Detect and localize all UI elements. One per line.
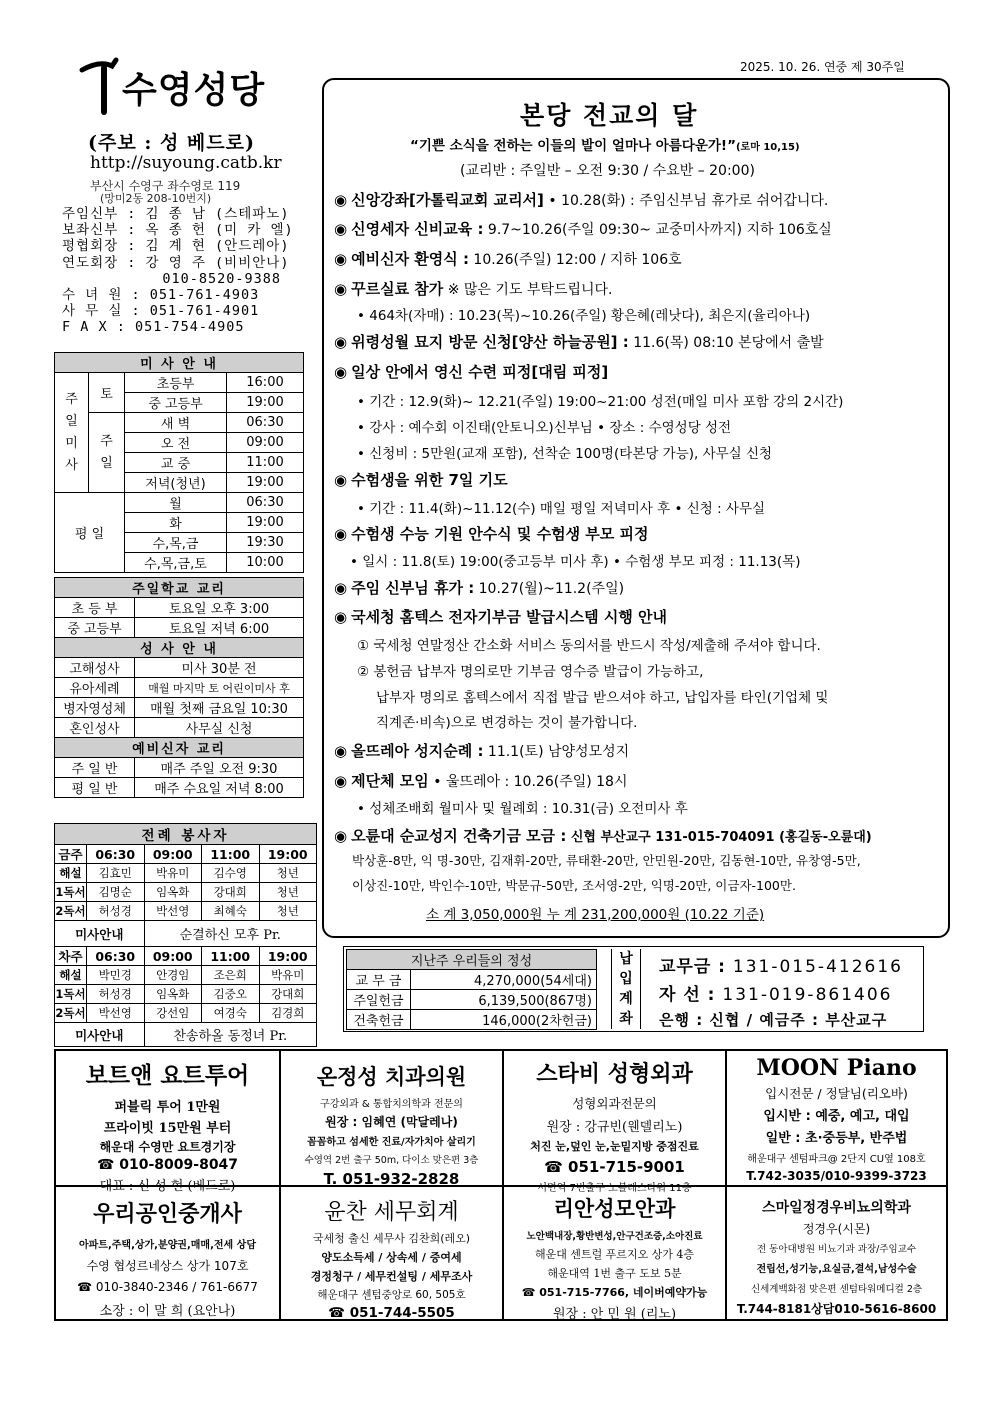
mass-time: 16:00 [227, 373, 304, 393]
role-label: 2독서 [55, 902, 87, 921]
liturgy-servers-table [54, 823, 317, 1047]
donation-kind: 건축헌금 [347, 1010, 411, 1030]
mass-name: 초등부 [125, 373, 227, 393]
sacrament-time: 매월 첫째 금요일 10:30 [135, 698, 304, 718]
server-name: 최혜숙 [202, 902, 260, 921]
notice-item: ◉ 올뜨레아 성지순례 : 11.1(토) 남양성모성지 [334, 742, 630, 760]
mass-name: 수,목,금 [125, 533, 227, 553]
group-detail: • 성체조배회 월미사 및 월례회 : 10.31(금) 오전미사 후 [357, 801, 688, 817]
weekday-label: 평 일 [55, 493, 125, 573]
mass-name: 오 전 [125, 433, 227, 453]
server-name: 강대희 [259, 985, 317, 1004]
server-name: 임옥화 [144, 985, 202, 1004]
server-name: 박선영 [144, 902, 202, 921]
ad-boat-yacht: 보트앤 요트투어 퍼블릭 투어 1만원 프라이빗 15만원 부터 해운대 수영만 요트경기장 ☎ 010-8009-8047 대표 : 신 성 현 (베드로) [85, 1062, 250, 1194]
server-name: 김중오 [202, 985, 260, 1004]
server-name: 허성경 [87, 902, 145, 921]
oryun-donors: 박상훈-8만, 익 명-30만, 김재휘-20만, 류태환-20만, 안민원-20만, 김동현-10만, 유창영-5만, [352, 853, 861, 868]
server-name: 박민경 [87, 966, 145, 985]
notice-item: ◉ 제단체 모임 • 울뜨레아 : 10.26(주일) 18시 [334, 772, 628, 790]
server-name: 허성경 [87, 985, 145, 1004]
sunday-label: 주 일 [89, 413, 125, 493]
main-quote [410, 134, 800, 154]
role-label: 해설 [55, 966, 87, 985]
staff-row: 사 무 실 : 051-761-4901 [62, 303, 260, 320]
sacrament-time: 매월 마지막 토 어린이미사 후 [135, 678, 304, 698]
role-label: 1독서 [55, 883, 87, 902]
week-label: 금주 [55, 845, 87, 864]
retreat-detail: • 신청비 : 5만원(교재 포함), 선착순 100명(타본당 가능), 사무실 신청 [357, 446, 773, 462]
bank-info: 은행 : 신협 / 예금주 : 부산교구 [659, 1011, 888, 1029]
donation-kind: 교 무 금 [347, 970, 411, 990]
server-name: 박유미 [144, 864, 202, 883]
notice-item: ◉ 주임 신부님 휴가 : 10.27(월)~11.2(주일) [334, 579, 625, 597]
server-name: 김경희 [259, 1004, 317, 1023]
tax-detail: 직계존·비속)으로 변경하는 것이 불가합니다. [376, 715, 638, 731]
tax-detail: 납부자 명의로 홈텍스에서 직접 발급 받으셔야 하고, 납입자를 타인(기업체 및 [376, 690, 829, 706]
mass-title: 미 사 안 내 [55, 353, 304, 373]
time-col: 19:00 [259, 947, 317, 966]
mass-time: 09:00 [227, 433, 304, 453]
staff-row: 수 녀 원 : 051-761-4903 [62, 287, 260, 304]
donation-amount: 146,000(2차헌금) [411, 1010, 597, 1030]
sacrament-name: 유아세례 [55, 678, 135, 698]
school-name: 초 등 부 [55, 598, 135, 618]
staff-row: 010-8520-9388 [62, 270, 282, 287]
tax-detail: ① 국세청 연말정산 간소화 서비스 동의서를 반드시 작성/제출해 주셔야 합니다. [357, 638, 821, 654]
quote-ref: (로마 10,15) [735, 142, 800, 153]
main-subtitle: (교리반 : 주일반 – 오전 9:30 / 수요반 – 20:00) [460, 163, 755, 179]
server-name: 박유미 [259, 966, 317, 985]
server-name: 강대희 [202, 883, 260, 902]
notice-item: ◉ 꾸르실료 참가 ※ 많은 기도 부탁드립니다. [334, 280, 613, 298]
server-name: 김수영 [202, 864, 260, 883]
notice-item: ◉ 수험생 수능 기원 안수식 및 수험생 부모 피정 [334, 525, 649, 543]
cursillo-detail: • 464차(자매) : 10.23(목)~10.26(주일) 황은혜(레낫다), 최은지(율리아나) [357, 308, 811, 324]
tax-detail: ② 봉헌금 납부자 명의로만 기부금 영수증 발급이 가능하고, [357, 664, 704, 680]
staff-row: 보좌신부 : 옥 종 헌 (미 카 엘) [62, 222, 294, 239]
donation-amount: 6,139,500(867명) [411, 990, 597, 1010]
time-col: 09:00 [144, 845, 202, 864]
sacrament-time: 미사 30분 전 [135, 658, 304, 678]
staff-row: 주임신부 : 김 종 남 (스테파노) [62, 206, 290, 222]
mass-time: 19:00 [227, 393, 304, 413]
address-detail: (망미2동 208-10번지) [100, 192, 212, 205]
retreat-detail: • 기간 : 12.9(화)~ 12.21(주일) 19:00~21:00 성전(매일 미사 포함 강의 2시간) [357, 394, 844, 410]
notice-item: ◉ 수험생을 위한 7일 기도 [334, 471, 508, 489]
time-col: 11:00 [202, 845, 260, 864]
server-name: 여경숙 [202, 1004, 260, 1023]
mass-name: 새 벽 [125, 413, 227, 433]
notice-item: ◉ 예비신자 환영식 : 10.26(주일) 12:00 / 지하 106호 [334, 250, 682, 268]
prayer-detail: • 기간 : 11.4(화)~11.12(수) 매일 평일 저녁미사 후 • 신청 : 사무실 [357, 501, 766, 517]
role-label: 해설 [55, 864, 87, 883]
server-name: 김명순 [87, 883, 145, 902]
saturday-label: 토 [89, 373, 125, 413]
mass-time: 19:30 [227, 533, 304, 553]
time-col: 19:00 [259, 845, 317, 864]
server-name: 박선영 [87, 1004, 145, 1023]
time-col: 09:00 [144, 947, 202, 966]
server-name: 임옥화 [144, 883, 202, 902]
time-col: 06:30 [87, 845, 145, 864]
donation-kind: 주일헌금 [347, 990, 411, 1010]
staff-row: 평협회장 : 김 계 현 (안드레아) [62, 238, 290, 255]
role-label: 2독서 [55, 1004, 87, 1023]
mass-time: 06:30 [227, 413, 304, 433]
sacrament-name: 고해성사 [55, 658, 135, 678]
oryun-total: 소 계 3,050,000원 누 계 231,200,000원 (10.22 기준) [426, 907, 765, 923]
catechumen-time: 매주 주일 오전 9:30 [135, 758, 304, 778]
mass-name: 교 중 [125, 453, 227, 473]
exam-detail: • 일시 : 11.8(토) 19:00(중고등부 미사 후) • 수험생 부모 피정 : 11.13(목) [350, 554, 801, 570]
school-name: 중 고등부 [55, 618, 135, 638]
notice-item: ◉ 국세청 홈텍스 전자기부금 발급시스템 시행 안내 [334, 608, 668, 626]
mass-time: 11:00 [227, 453, 304, 473]
mass-time: 19:00 [227, 513, 304, 533]
account-charity: 자 선 : 131-019-861406 [659, 985, 893, 1005]
staff-row: F A X : 051-754-4905 [62, 319, 245, 336]
mass-time: 19:00 [227, 473, 304, 493]
account-gyomugeum: 교무금 : 131-015-412616 [659, 957, 903, 977]
role-label: 1독서 [55, 985, 87, 1004]
time-col: 06:30 [87, 947, 145, 966]
catechumen-name: 평 일 반 [55, 778, 135, 798]
catechumen-name: 주 일 반 [55, 758, 135, 778]
retreat-detail: • 강사 : 예수회 이진태(안토니오)신부님 • 장소 : 수영성당 성전 [357, 420, 732, 436]
servers-title: 전례 봉사자 [55, 824, 317, 845]
notice-item: ◉ 위령성월 묘지 방문 신청[양산 하늘공원] : 11.6(목) 08:10 본당에서 출발 [334, 333, 824, 351]
mass-time: 10:00 [227, 553, 304, 573]
catechumen-title: 예비신자 교리 [55, 738, 304, 758]
server-name: 청년 [259, 864, 317, 883]
sacrament-name: 병자영성체 [55, 698, 135, 718]
ad-moon-piano: MOON Piano 입시전문 / 정달님(리오바) 입시반 : 예중, 예고, 대입 일반 : 초·중등부, 반주법 해운대구 센텀파크@ 2단지 CU옆 108호 T.742-3035/010-9399-3723 [746, 1055, 927, 1183]
mass-name: 월 [125, 493, 227, 513]
ads-grid [54, 1049, 948, 1321]
mass-notice: 찬송하올 동정녀 Pr. [144, 1023, 317, 1047]
date-line: 2025. 10. 26. 연중 제 30주일 [740, 60, 905, 74]
ad-realtor: 우리공인중개사 아파트,주택,상가,분양권,매매,전세 상담 수영 협성르네상스 상가 107호 ☎ 010-3840-2346 / 761-6677 소장 : 이 말 희 (요안나) [77, 1201, 258, 1319]
ad-tax-accounting: 윤찬 세무회계 국세청 출신 세무사 김찬희(레오) 양도소득세 / 상속세 / 증여세 경정청구 / 세무컨설팅 / 세무조사 해운대구 센텀중앙로 60, 505호 ☎ 051-744-5505 [310, 1200, 473, 1321]
staff-row: 연도회장 : 강 영 주 (비비안나) [62, 254, 290, 271]
school-time: 토요일 오후 3:00 [135, 598, 304, 618]
donation-title: 지난주 우리들의 정성 [347, 950, 597, 970]
mass-name: 중 고등부 [125, 393, 227, 413]
sacrament-time: 사무실 신청 [135, 718, 304, 738]
website-link[interactable]: http://suyoung.catb.kr [90, 153, 282, 173]
server-name: 조은희 [202, 966, 260, 985]
notice-item: ◉ 일상 안에서 영신 수련 피정[대림 피정] [334, 363, 609, 381]
server-name: 청년 [259, 902, 317, 921]
ad-urology: 스마일정경우비뇨의학과 정경우(시몬) 전 동아대병원 비뇨기과 과장/주임교수 전립선,성기능,요실금,결석,남성수술 신세계백화점 맞은편 센텀타워메디컬 2층 T.744-8181상담010-5616-8600 [736, 1200, 937, 1316]
catechumen-time: 매주 수요일 저녁 8:00 [135, 778, 304, 798]
server-name: 안경임 [144, 966, 202, 985]
mass-name: 저녁(청년) [125, 473, 227, 493]
mass-schedule-table [54, 352, 304, 573]
ad-eye-clinic: 리안성모안과 노안백내장,황반변성,안구건조증,소아진료 해운대 센트럴 푸르지오 상가 4층 해운대역 1번 출구 도보 5분 ☎ 051-715-7766, 네이버예약가능 원장 : 안 민 원 (리노) [521, 1197, 708, 1322]
schedules-table [54, 577, 304, 798]
notice-item: ◉ 신영세자 신비교육 : 9.7~10.26(주일 09:30~ 교중미사까지) 지하 106호실 [334, 220, 832, 238]
deposit-account-label: 납 입 계 좌 [611, 949, 641, 1029]
mass-time: 06:30 [227, 493, 304, 513]
server-name: 강선임 [144, 1004, 202, 1023]
donation-table [346, 949, 597, 1030]
sacrament-name: 혼인성사 [55, 718, 135, 738]
donation-amount: 4,270,000(54세대) [411, 970, 597, 990]
sunday-mass-label: 주 일 미 사 [55, 373, 89, 493]
oryun-donors: 이상진-10만, 박인수-10만, 박문규-50만, 조서영-2만, 익명-20만, 이금자-100만. [352, 878, 796, 893]
week-label: 차주 [55, 947, 87, 966]
ad-plastic-surgery: 스타비 성형외과 성형외과전문의 원장 : 강규빈(웬델리노) 처진 눈,덮인 눈,눈밑지방 중점진료 ☎ 051-715-9001 서면역 7번출구 노블레스타워 11층 [530, 1062, 699, 1194]
address: 부산시 수영구 좌수영로 119 [90, 179, 241, 193]
mass-name: 수,목,금,토 [125, 553, 227, 573]
server-name: 청년 [259, 883, 317, 902]
logo-text: 수영성당 [122, 70, 266, 111]
school-title: 주일학교 교리 [55, 578, 304, 598]
jubo-title: (주보 : 성 베드로) [88, 132, 255, 154]
school-time: 토요일 저녁 6:00 [135, 618, 304, 638]
mass-notice: 순결하신 모후 Pr. [144, 921, 317, 947]
server-name: 김효민 [87, 864, 145, 883]
mass-name: 화 [125, 513, 227, 533]
notice-item: ◉ 신앙강좌[가톨릭교회 교리서] • 10.28(화) : 주임신부님 휴가로 쉬어갑니다. [334, 191, 829, 209]
notice-item: ◉ 오륜대 순교성지 건축기금 모금 : 신협 부산교구 131-015-704091 (홍길동-오륜대) [334, 827, 872, 845]
staff-list [62, 206, 294, 336]
mass-notice-label: 미사안내 [55, 1023, 145, 1047]
quote-text: “기쁜 소식을 전하는 이들의 발이 얼마나 아름다운가!” [410, 138, 736, 154]
mass-notice-label: 미사안내 [55, 921, 145, 947]
ad-dental: 온정성 치과의원 구강외과 & 통합치의학과 전문의 원장 : 임혜연 (막달레나) 꼼꼼하고 섬세한 진료/자가치아 살리기 수영역 2번 출구 50m, 다이소 맞은편 3층 T. 051-932-2828 [304, 1064, 479, 1188]
main-title: 본당 전교의 달 [520, 101, 699, 130]
sacrament-title: 성 사 안 내 [55, 638, 304, 658]
time-col: 11:00 [202, 947, 260, 966]
